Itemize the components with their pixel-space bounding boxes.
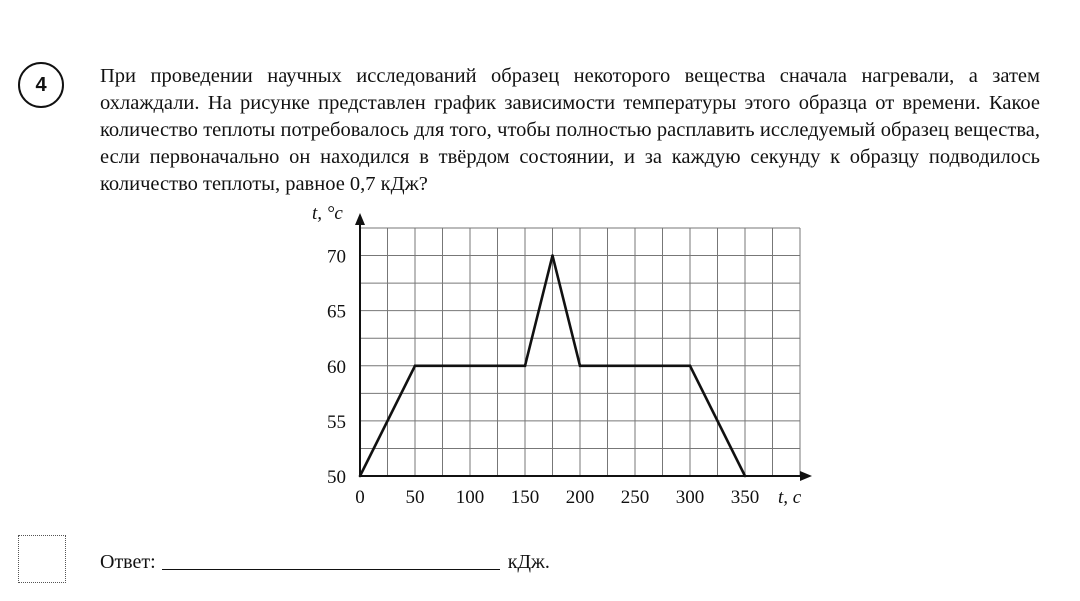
answer-row <box>100 549 550 574</box>
x-tick-label: 300 <box>675 487 705 508</box>
answer-checkbox[interactable] <box>18 535 66 583</box>
x-tick-label: 350 <box>730 487 760 508</box>
x-axis-arrow <box>800 471 812 481</box>
answer-label: Ответ: <box>100 551 156 573</box>
x-tick-label: 200 <box>565 487 595 508</box>
y-axis-arrow <box>355 213 365 225</box>
data-point <box>359 475 362 478</box>
y-axis-label: t, °c <box>312 203 343 224</box>
data-point <box>524 364 527 367</box>
chart-grid <box>360 228 800 476</box>
question-text: При проведении научных исследований образец некоторого вещества сначала нагревали, а затем охлаждали. На рисунке представлен график зависимости температуры этого образца от времени. Какое количество теплоты потребовалось для того, чтобы полностью расплавить исследуемый образец вещества, если первоначально он находился в твёрдом состоянии, и за каждую секунду к образцу подводилось количество теплоты, равное 0,7 кДж? <box>100 65 1040 195</box>
task-number-badge: 4 <box>18 62 64 108</box>
x-tick-label: 150 <box>510 487 540 508</box>
y-tick-label: 55 <box>327 411 346 433</box>
x-axis-label: t, c <box>778 487 802 508</box>
y-tick-label: 60 <box>327 356 346 378</box>
data-point <box>579 364 582 367</box>
answer-input-line[interactable] <box>162 549 500 570</box>
chart-axes <box>355 213 812 481</box>
x-tick-label: 100 <box>455 487 485 508</box>
x-tick-label: 0 <box>355 487 365 508</box>
x-tick-label: 50 <box>405 487 425 508</box>
answer-unit: кДж. <box>507 551 550 573</box>
y-tick-label: 65 <box>327 301 346 323</box>
temperature-time-chart <box>300 200 820 520</box>
data-point <box>689 364 692 367</box>
x-tick-label: 250 <box>620 487 650 508</box>
data-point <box>551 254 554 257</box>
y-tick-label: 50 <box>327 467 346 488</box>
data-point <box>414 364 417 367</box>
data-point <box>744 475 747 478</box>
y-tick-label: 70 <box>327 246 346 268</box>
